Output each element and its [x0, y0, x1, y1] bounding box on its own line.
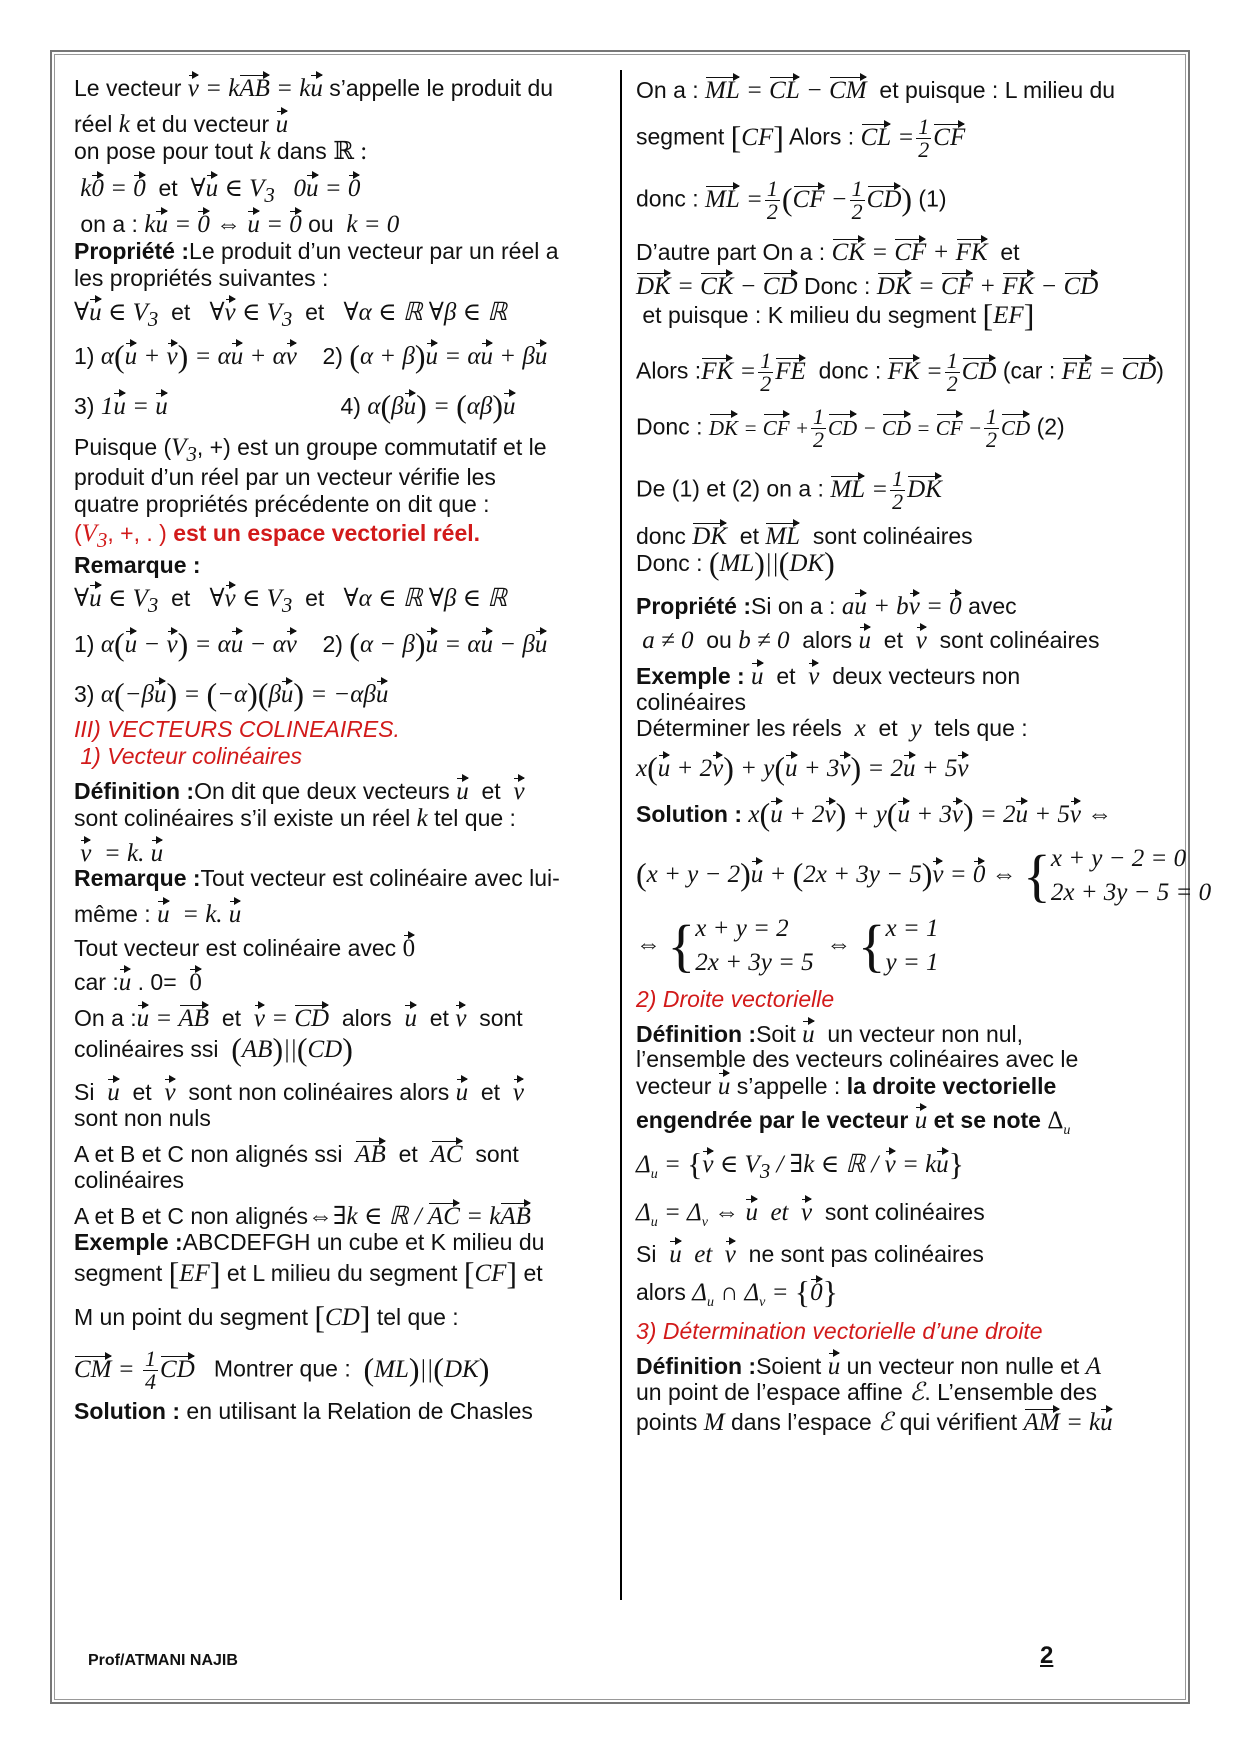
line-product-def: Le vecteur v = kAB = ku s’appelle le produit du [74, 72, 553, 104]
line-definition-droite-3: points M dans l’espace ℰ qui vérifient AM = ku [636, 1406, 1113, 1438]
line-puisque-2: produit d’un réel par un vecteur vérifie les [74, 464, 496, 490]
line-solution: Solution : en utilisant la Relation de Chasles [74, 1398, 533, 1424]
line-tout-vecteur-0: Tout vecteur est colinéaire avec 0 [74, 932, 415, 964]
line-quantifiers-2: ∀u ∈ $V_3$ et ∀v ∈ $V_3$ et ∀α ∈ ℝ ∀β ∈ ℝ [74, 582, 507, 620]
line-definition-2: l’ensemble des vecteurs colinéaires avec le [636, 1046, 1079, 1072]
line-on-pose: on pose pour tout k dans ℝ : [74, 138, 368, 165]
line-abc-equiv: A et B et C non alignés⇔∃k ∈ ℝ / AC = kAB [74, 1200, 531, 1232]
line-non-nuls: sont non nuls [74, 1105, 211, 1131]
line-puisque-1: Puisque ($V_3$, +) est un groupe commutatif et le [74, 434, 547, 466]
line-definition-3: vecteur u s’appelle : la droite vectorielle [636, 1070, 1056, 1102]
line-puisque-K: et puisque : K milieu du segment [EF] [642, 297, 1035, 333]
line-remarque-2b: même : u = k. u [74, 898, 241, 930]
line-exemple: Exemple : u et v deux vecteurs non [636, 660, 1020, 692]
line-remarque-2: Remarque :Tout vecteur est colinéaire avec lui- [74, 865, 560, 891]
section-colineaires: III) VECTEURS COLINEAIRES. [74, 716, 400, 742]
line-de-1-2: De (1) et (2) on a : ML = $\frac{1}{2}$ DK [636, 466, 942, 514]
line-colineaires: colinéaires [74, 1167, 184, 1193]
line-remarque-3: 3) α(−βu) = (−α)(βu) = −αβu [74, 676, 389, 712]
line-propriete-2: a ≠ 0 ou b ≠ 0 alors u et v sont colinéaires [636, 624, 1099, 656]
line-props-3-4: 3) 1u = u 4) α(βu) = (αβ)u [74, 388, 516, 424]
line-abc-non-alignes: A et B et C non alignés ssi AB et AC sont [74, 1138, 519, 1170]
line-exemple-3: M un point du segment [CD] tel que : [74, 1299, 459, 1335]
line-alors-FK: Alors :FK = $\frac{1}{2}$ FE donc : FK = $\frac{1}{2}$ CD (car : FE = CD) [636, 348, 1164, 396]
line-remarque-1-2: 1) α(u − v) = αu − αv 2) (α − β)u = αu − βu [74, 626, 548, 662]
subsection-determination-droite: 3) Détermination vectorielle d’une droite [636, 1318, 1043, 1344]
line-on-a-AB-CD: On a :u = AB et v = CD alors u et v sont [74, 1002, 523, 1034]
line-exemple: Exemple :ABCDEFGH un cube et K milieu du [74, 1229, 545, 1255]
line-props-1-2: 1) α(u + v) = αu + αv 2) (α + β)u = αu + βu [74, 338, 548, 374]
page-number: 2 [1040, 1642, 1054, 1669]
line-donc-colineaires: donc DK et ML sont colinéaires [636, 520, 973, 552]
line-delta-equal: $\Delta_u = \Delta_v$ ⇔ u et v sont colinéaires [636, 1196, 985, 1238]
line-donc-parallel: Donc : (ML)||(DK) [636, 545, 835, 581]
line-colineaires-ssi: colinéaires ssi (AB)||(CD) [74, 1031, 353, 1067]
line-quantifiers: ∀u ∈ $V_3$ et ∀v ∈ $V_3$ et ∀α ∈ ℝ ∀β ∈ ℝ [74, 296, 507, 334]
line-product-def-2: réel k et du vecteur u [74, 108, 288, 140]
line-propriete: Propriété :Si on a : au + bv = 0 avec [636, 590, 1017, 622]
line-DK: DK = CK − CD Donc : DK = CF + FK − CD [636, 270, 1098, 302]
line-espace-vectoriel: ($V_3$, +, . ) est un espace vectoriel réel. [74, 520, 481, 552]
line-definition-formula: v = k. u [74, 837, 163, 869]
line-donc-DK: Donc : DK = CF + $\frac{1}{2}$ CD − CD = CF − $\frac{1}{2}$ CD (2) [636, 404, 1065, 452]
line-solution-system-1: (x + y − 2)u + (2x + 3y − 5)v = 0 ⇔ { x + y − 2 = 0 2x + 3y − 5 = 0 [636, 843, 1212, 908]
line-definition: Définition :On dit que deux vecteurs u et v [74, 775, 525, 807]
line-solution: Solution : x(u + 2v) + y(u + 3v) = 2u + 5v ⇔ [636, 796, 1113, 832]
line-segment-CF: segment [CF] Alors : CL = $\frac{1}{2}$ CF [636, 114, 966, 162]
line-car: car :u . 0= 0 [74, 966, 202, 998]
subsection-droite-vectorielle: 2) Droite vectorielle [636, 986, 835, 1012]
line-dautre-part: D’autre part On a : CK = CF + FK et [636, 236, 1020, 268]
line-exemple-equation: x(u + 2v) + y(u + 3v) = 2u + 5v [636, 750, 969, 786]
line-exemple-formula: CM = $\frac{1}{4}$ CD Montrer que : (ML)||(DK) [74, 1346, 490, 1394]
line-definition-droite-2: un point de l’espace affine ℰ. L’ensemble des [636, 1379, 1097, 1406]
line-exemple-2: colinéaires [636, 689, 746, 715]
line-solution-system-2: ⇔ { x + y = 2 2x + 3y = 5 ⇔ { x = 1 y = 1 [636, 913, 939, 978]
line-si-non-colineaires: Si u et v sont non colinéaires alors u et v [74, 1076, 524, 1108]
footer-author: Prof/ATMANI NAJIB [88, 1652, 238, 1669]
line-zero-rules: k0 = 0 et ∀u ∈ $V_3$ 0u = 0 [74, 172, 360, 210]
column-divider [620, 70, 622, 1600]
line-on-a-ML: On a : ML = CL − CM et puisque : L milieu du [636, 74, 1115, 106]
line-exemple-2: segment [EF] et L milieu du segment [CF] et [74, 1255, 543, 1291]
line-determiner: Déterminer les réels x et y tels que : [636, 715, 1028, 742]
line-puisque-3: quatre propriétés précédente on dit que : [74, 491, 490, 517]
line-propriete: Propriété :Le produit d’un vecteur par un réel a [74, 238, 559, 264]
line-remarque: Remarque : [74, 552, 201, 578]
line-alors-intersection: alors $\Delta_u$ ∩ $\Delta_v = \{0\}$ [636, 1274, 838, 1310]
line-on-a: on a : ku = 0 ⇔ u = 0 ou k = 0 [74, 208, 399, 240]
line-definition-droite: Définition :Soient u un vecteur non nulle et A [636, 1350, 1101, 1382]
line-delta-def: $\Delta_u = \{v$ ∈ $V_3$ / ∃k ∈ ℝ / v = ku} [636, 1146, 965, 1183]
line-donc-ML: donc : ML = $\frac{1}{2}$ (CF − $\frac{1}{2}$ CD) (1) [636, 176, 947, 224]
line-propriete-2: les propriétés suivantes : [74, 265, 329, 291]
line-definition-2: sont colinéaires s’il existe un réel k tel que : [74, 805, 516, 832]
subsection-vecteur-colineaires: 1) Vecteur colinéaires [80, 743, 302, 769]
line-definition: Définition :Soit u un vecteur non nul, [636, 1018, 1023, 1050]
line-si-non-col: Si u et v ne sont pas colinéaires [636, 1238, 984, 1270]
line-definition-4: engendrée par le vecteur u et se note $\Delta_u$ [636, 1104, 1070, 1146]
